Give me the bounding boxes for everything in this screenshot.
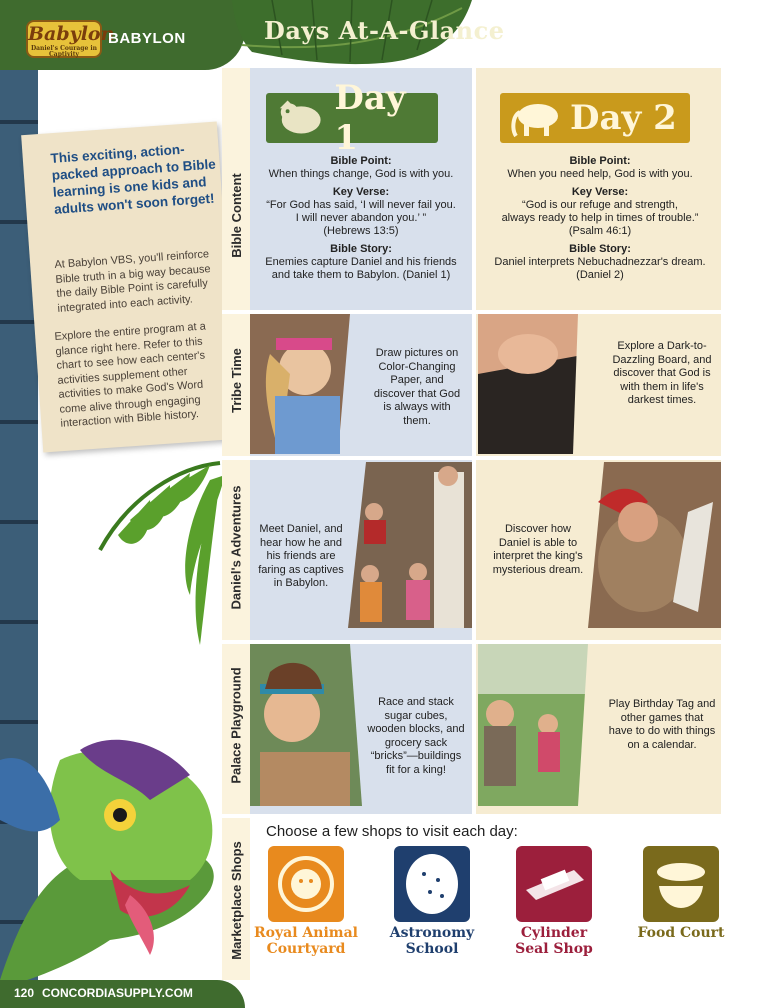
intro-headline: This exciting, action-packed approach to Bible learning is one kids and adults won't soon forget! — [50, 141, 217, 217]
playground-day-1-photo — [250, 644, 362, 806]
adventures-day-1-text: Meet Daniel, and hear how he and his friends are faring as captives in Babylon. — [258, 523, 344, 589]
key-verse-label: Key Verse: — [332, 186, 390, 198]
shop-cylinder-seal-shop: Cylinder Seal Shop — [515, 925, 593, 957]
intro-paragraph-1: At Babylon VBS, you'll reinforce Bible truth in a big way because the daily Bible Point is carefully integrated into each activity. — [54, 248, 211, 315]
bread-bowl-icon — [643, 846, 719, 922]
adventures-day-2-photo — [588, 462, 721, 628]
shop-royal-animal-courtyard: Royal Animal Courtyard — [254, 925, 358, 957]
bible-story: Daniel interprets Nebuchadnezzar's dream. (Daniel 2) — [494, 256, 706, 281]
shops-title: Choose a few shops to visit each day: — [266, 823, 518, 840]
key-verse-label: Key Verse: — [571, 186, 629, 198]
intro-paragraph-2: Explore the entire program at a glance right here. Refer to this chart to see how each center's activities supplement other activities to make God's Word come alive through engaging interaction with Bible history. — [54, 320, 207, 430]
key-verse-line: “God is our refuge and strength, — [522, 199, 678, 211]
day-2-badge — [500, 93, 690, 143]
brand-title: BABYLON — [108, 30, 186, 47]
elephant-icon — [508, 96, 564, 140]
bible-point: When you need help, God is with you. — [507, 168, 693, 180]
playground-day-2-photo — [478, 644, 604, 806]
row-label-daniels-adventures: Daniel's Adventures — [228, 485, 244, 610]
playground-day-1-text: Race and stack sugar cubes, wooden blocks, and grocery sack “bricks”—buildings fit for a king! — [367, 696, 465, 776]
tribe-time-day-2-photo — [478, 314, 604, 454]
key-verse-line: always ready to help in times of trouble.” — [501, 212, 699, 224]
bible-point-label: Bible Point: — [330, 155, 392, 167]
row-label-palace-playground: Palace Playground — [228, 666, 244, 784]
bible-point-label: Bible Point: — [569, 155, 631, 167]
shop-food-court: Food Court — [637, 925, 725, 941]
lion-icon — [268, 846, 344, 922]
tribe-time-day-2-text: Explore a Dark-to-Dazzling Board, and discover that God is with them in life's darkest times. — [612, 340, 712, 406]
day-1-badge — [266, 78, 438, 158]
row-label-tribe-time: Tribe Time — [228, 347, 244, 413]
day-2-bible-content — [490, 155, 710, 282]
page-title: Days At-A-Glance — [264, 16, 505, 45]
bible-story-label: Bible Story: — [330, 243, 392, 255]
tribe-time-day-1-text: Draw pictures on Color-Changing Paper, and discover that God is always with them. — [373, 347, 461, 427]
babylon-logo: Babylon Daniel's Courage in Captivity — [26, 20, 102, 58]
tribe-time-day-1-photo — [250, 314, 370, 454]
lizard-mascot-illustration — [0, 720, 230, 990]
page-number: 120 — [14, 986, 35, 1000]
footer-website: CONCORDIASUPPLY.COM — [42, 986, 193, 1000]
lion-warrior-icon — [274, 96, 328, 140]
palm-frond-illustration — [90, 455, 230, 650]
bible-point: When things change, God is with you. — [268, 168, 454, 180]
day-1-bible-content — [258, 155, 464, 282]
cylinder-seal-icon — [516, 846, 592, 922]
row-label-marketplace-shops: Marketplace Shops — [228, 840, 244, 960]
row-label-bible-content: Bible Content — [228, 172, 244, 258]
day-2-title: Day 2 — [570, 98, 677, 138]
key-verse-line: “For God has said, ‘I will never fail you. — [266, 199, 456, 211]
shop-astronomy-school: Astronomy School — [389, 925, 475, 957]
adventures-day-1-photo — [348, 462, 472, 628]
playground-day-2-text: Play Birthday Tag and other games that have to do with things on a calendar. — [608, 698, 716, 751]
bible-story: Enemies capture Daniel and his friends and take them to Babylon. (Daniel 1) — [265, 256, 457, 281]
row-divider — [222, 456, 721, 460]
key-verse-reference: (Hebrews 13:5) — [323, 225, 399, 237]
stars-icon — [394, 846, 470, 922]
day-1-title: Day 1 — [334, 78, 406, 158]
bible-story-label: Bible Story: — [569, 243, 631, 255]
key-verse-reference: (Psalm 46:1) — [568, 225, 632, 237]
adventures-day-2-text: Discover how Daniel is able to interpret the king's mysterious dream. — [492, 523, 584, 576]
key-verse-line: I will never abandon you.’ ” — [295, 212, 427, 224]
